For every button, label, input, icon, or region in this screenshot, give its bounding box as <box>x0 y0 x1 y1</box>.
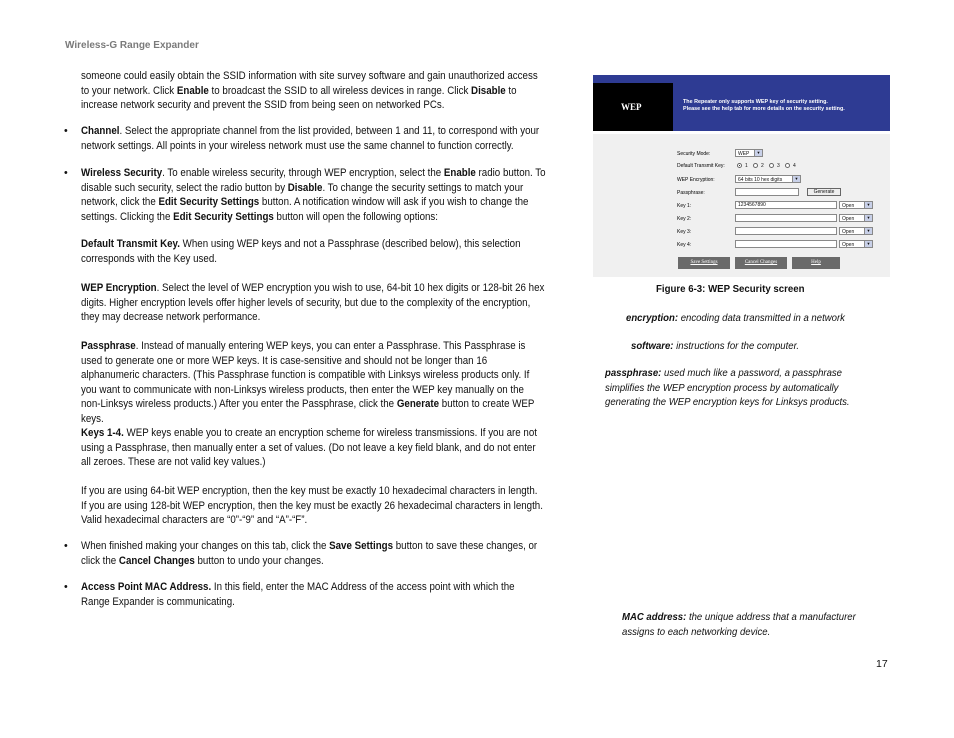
wep-encryption-paragraph: WEP Encryption. Select the level of WEP encryption you wish to use, 64-bit 10 hex digits or 128-bit 26 hex digits. Higher encryption levels offer higher levels of security, but due to the complexity of the encryption, they may decrease network performance. <box>81 282 545 324</box>
mac-address-paragraph: Access Point MAC Address. In this field, enter the MAC Address of the access point with which the Range Expander is communicating. <box>81 581 515 608</box>
key1-auth-select: Open ▼ <box>839 201 873 209</box>
bullet-wireless-security-dot: • <box>64 167 68 179</box>
chevron-down-icon: ▼ <box>754 150 762 156</box>
running-header: Wireless-G Range Expander <box>65 40 199 51</box>
key3-label: Key 3: <box>677 229 692 235</box>
screenshot-note: The Repeater only supports WEP key of security setting. Please see the help tab for more details on the security setting. <box>683 99 845 112</box>
key-length-paragraph: If you are using 64-bit WEP encryption, then the key must be exactly 10 hexadecimal characters in length. If you are using 128-bit WEP encryption, then the key must be exactly 26 hexadecimal characters in length. Valid hexadecimal characters are “0”-“9” and “A”-“F”. <box>81 485 543 527</box>
wep-encryption-select: 64 bits 10 hex digits ▼ <box>735 175 801 183</box>
radio-key-2 <box>753 163 758 168</box>
key3-input <box>735 227 837 235</box>
key4-label: Key 4: <box>677 242 692 248</box>
page-number: 17 <box>876 658 888 670</box>
help-button: Help <box>792 257 840 269</box>
key4-input <box>735 240 837 248</box>
bullet-save-dot: • <box>64 540 68 552</box>
bullet-channel-dot: • <box>64 125 68 137</box>
default-transmit-key-paragraph: Default Transmit Key. When using WEP keys and not a Passphrase (described below), this selection corresponds with the Key used. <box>81 238 521 265</box>
key3-auth-select: Open ▼ <box>839 227 873 235</box>
radio-key-1 <box>737 163 742 168</box>
bullet-mac-dot: • <box>64 581 68 593</box>
radio-key-4-label: 4 <box>793 163 796 169</box>
wep-encryption-label: WEP Encryption: <box>677 177 715 183</box>
gloss-software: software: instructions for the computer. <box>631 341 800 352</box>
cancel-changes-button: Cancel Changes <box>735 257 787 269</box>
channel-paragraph: Channel. Select the appropriate channel from the list provided, between 1 and 11, to correspond with your network settings. All points in your wireless network must use the same channel to function correctly. <box>81 125 540 152</box>
key1-label: Key 1: <box>677 203 692 209</box>
radio-key-3-label: 3 <box>777 163 780 169</box>
screenshot-left-panel <box>593 134 673 277</box>
security-mode-select: WEP ▼ <box>735 149 763 157</box>
key2-label: Key 2: <box>677 216 692 222</box>
gloss-passphrase: passphrase: used much like a password, a passphrase simplifies the WEP encryption process by automatically generating the WEP encryption keys for Linksys products. <box>605 368 850 409</box>
key2-input <box>735 214 837 222</box>
passphrase-label: Passphrase: <box>677 190 705 196</box>
wep-security-screenshot <box>593 75 890 277</box>
default-transmit-key-label: Default Transmit Key: <box>677 163 725 169</box>
gloss-mac-address: MAC address: the unique address that a manufacturer assigns to each networking device. <box>622 612 856 638</box>
screenshot-form <box>673 134 890 277</box>
generate-button: Generate <box>807 188 841 196</box>
wireless-security-paragraph: Wireless Security. To enable wireless security, through WEP encryption, select the Enable radio button. To disable such security, select the radio button by Disable. To change the security settings to match your network, click the Edit Security Settings button. A notification window will ask if you wish to change the settings. Clicking the Edit Security Settings button will open the following options: <box>81 167 546 223</box>
keys-paragraph: Keys 1-4. WEP keys enable you to create an encryption scheme for wireless transmissions. If you are not using a Passphrase, then manually enter a set of values. (Do not leave a key field blank, and do not enter all zeroes. These are not valid key values.) <box>81 427 537 469</box>
security-mode-label: Security Mode: <box>677 151 711 157</box>
chevron-down-icon: ▼ <box>864 228 872 234</box>
chevron-down-icon: ▼ <box>864 215 872 221</box>
save-settings-button: Save Settings <box>678 257 730 269</box>
chevron-down-icon: ▼ <box>864 241 872 247</box>
radio-key-3 <box>769 163 774 168</box>
passphrase-paragraph: Passphrase. Instead of manually entering WEP keys, you can enter a Passphrase. This Passphrase is used to generate one or more WEP keys. It is case-sensitive and should not be longer than 16 alphanumeric characters. (This Passphrase function is compatible with Linksys wireless products only. If you want to communicate with non-Linksys wireless products, then enter the WEP key manually on the non-Linksys wireless products.) After you enter the Passphrase, click the Generate button to create WEP keys. <box>81 340 535 425</box>
key1-input: 1234567890 <box>735 201 837 209</box>
gloss-encryption: encryption: encoding data transmitted in a network <box>626 313 845 324</box>
radio-key-1-label: 1 <box>745 163 748 169</box>
key4-auth-select: Open ▼ <box>839 240 873 248</box>
radio-key-4 <box>785 163 790 168</box>
key2-auth-select: Open ▼ <box>839 214 873 222</box>
save-settings-paragraph: When finished making your changes on this tab, click the Save Settings button to save these changes, or click the Cancel Changes button to undo your changes. <box>81 540 538 567</box>
screenshot-wep-tab: WEP <box>621 102 642 112</box>
radio-key-2-label: 2 <box>761 163 764 169</box>
figure-caption: Figure 6-3: WEP Security screen <box>656 283 805 295</box>
chevron-down-icon: ▼ <box>792 176 800 182</box>
passphrase-input <box>735 188 799 196</box>
intro-paragraph: someone could easily obtain the SSID information with site survey software and gain unauthorized access to your network. Click Enable to broadcast the SSID to all wireless devices in range. Click Disable to increase network security and prevent the SSID from being seen on networked PCs. <box>81 70 538 112</box>
chevron-down-icon: ▼ <box>864 202 872 208</box>
